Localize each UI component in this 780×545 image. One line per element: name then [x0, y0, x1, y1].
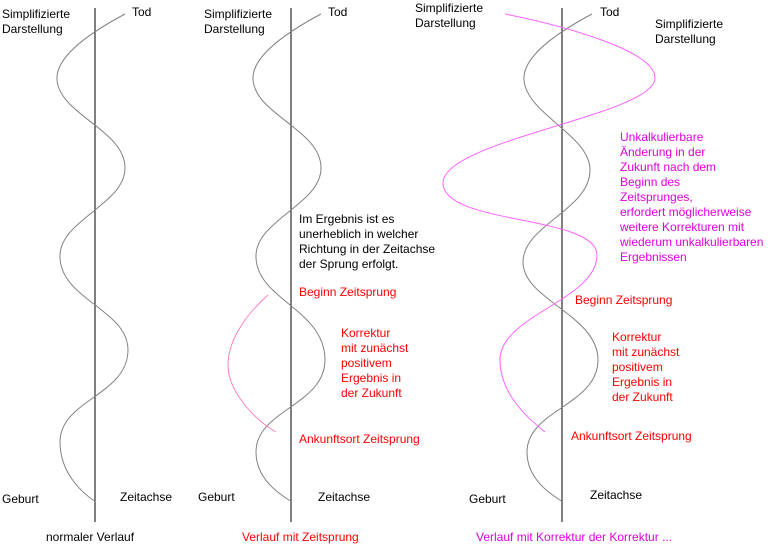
time-axis-label: Zeitachse	[120, 490, 173, 504]
simplified-label: Simplifizierte Darstellung	[204, 7, 273, 36]
time-axis-label: Zeitachse	[590, 488, 643, 502]
death-label: Tod	[328, 5, 348, 19]
panel1-graphics	[57, 8, 128, 522]
jump-start-label: Beginn Zeitsprung	[299, 285, 397, 299]
life-curve	[57, 14, 128, 502]
simplified-label: Simplifizierte Darstellung	[2, 7, 71, 36]
unpredictable-change-note: Unkalkulierbare Änderung in der Zukunft nach dem Beginn des Zeitsprunges, erfordert möglicherweise weitere Korrekturen mit wiederum unkalkulierbaren Ergebnissen	[620, 130, 764, 264]
correction-curve	[228, 295, 276, 432]
time-axis-label: Zeitachse	[318, 490, 371, 504]
panel3-graphics	[443, 8, 655, 522]
simplified-label-left: Simplifizierte Darstellung	[415, 1, 484, 30]
correction-label: Korrektur mit zunächst positivem Ergebnis in der Zukunft	[341, 326, 409, 400]
death-label: Tod	[600, 5, 620, 19]
simplified-label-right: Simplifizierte Darstellung	[655, 17, 724, 46]
birth-label: Geburt	[2, 492, 39, 506]
jump-start-label: Beginn Zeitsprung	[575, 293, 673, 307]
birth-label: Geburt	[469, 492, 506, 506]
caption-correction-of-correction: Verlauf mit Korrektur der Korrektur ...	[476, 530, 673, 544]
death-label: Tod	[132, 5, 152, 19]
caption-normal: normaler Verlauf	[46, 530, 135, 544]
arrival-label: Ankunftsort Zeitsprung	[571, 429, 692, 443]
correction-label: Korrektur mit zunächst positivem Ergebnis in der Zukunft	[612, 330, 680, 404]
birth-label: Geburt	[198, 490, 235, 504]
caption-time-jump: Verlauf mit Zeitsprung	[242, 530, 359, 544]
arrival-label: Ankunftsort Zeitsprung	[299, 432, 420, 446]
direction-note: Im Ergebnis ist es unerheblich in welcher Richtung in der Zeitachse der Sprung erfolgt.	[299, 212, 436, 271]
